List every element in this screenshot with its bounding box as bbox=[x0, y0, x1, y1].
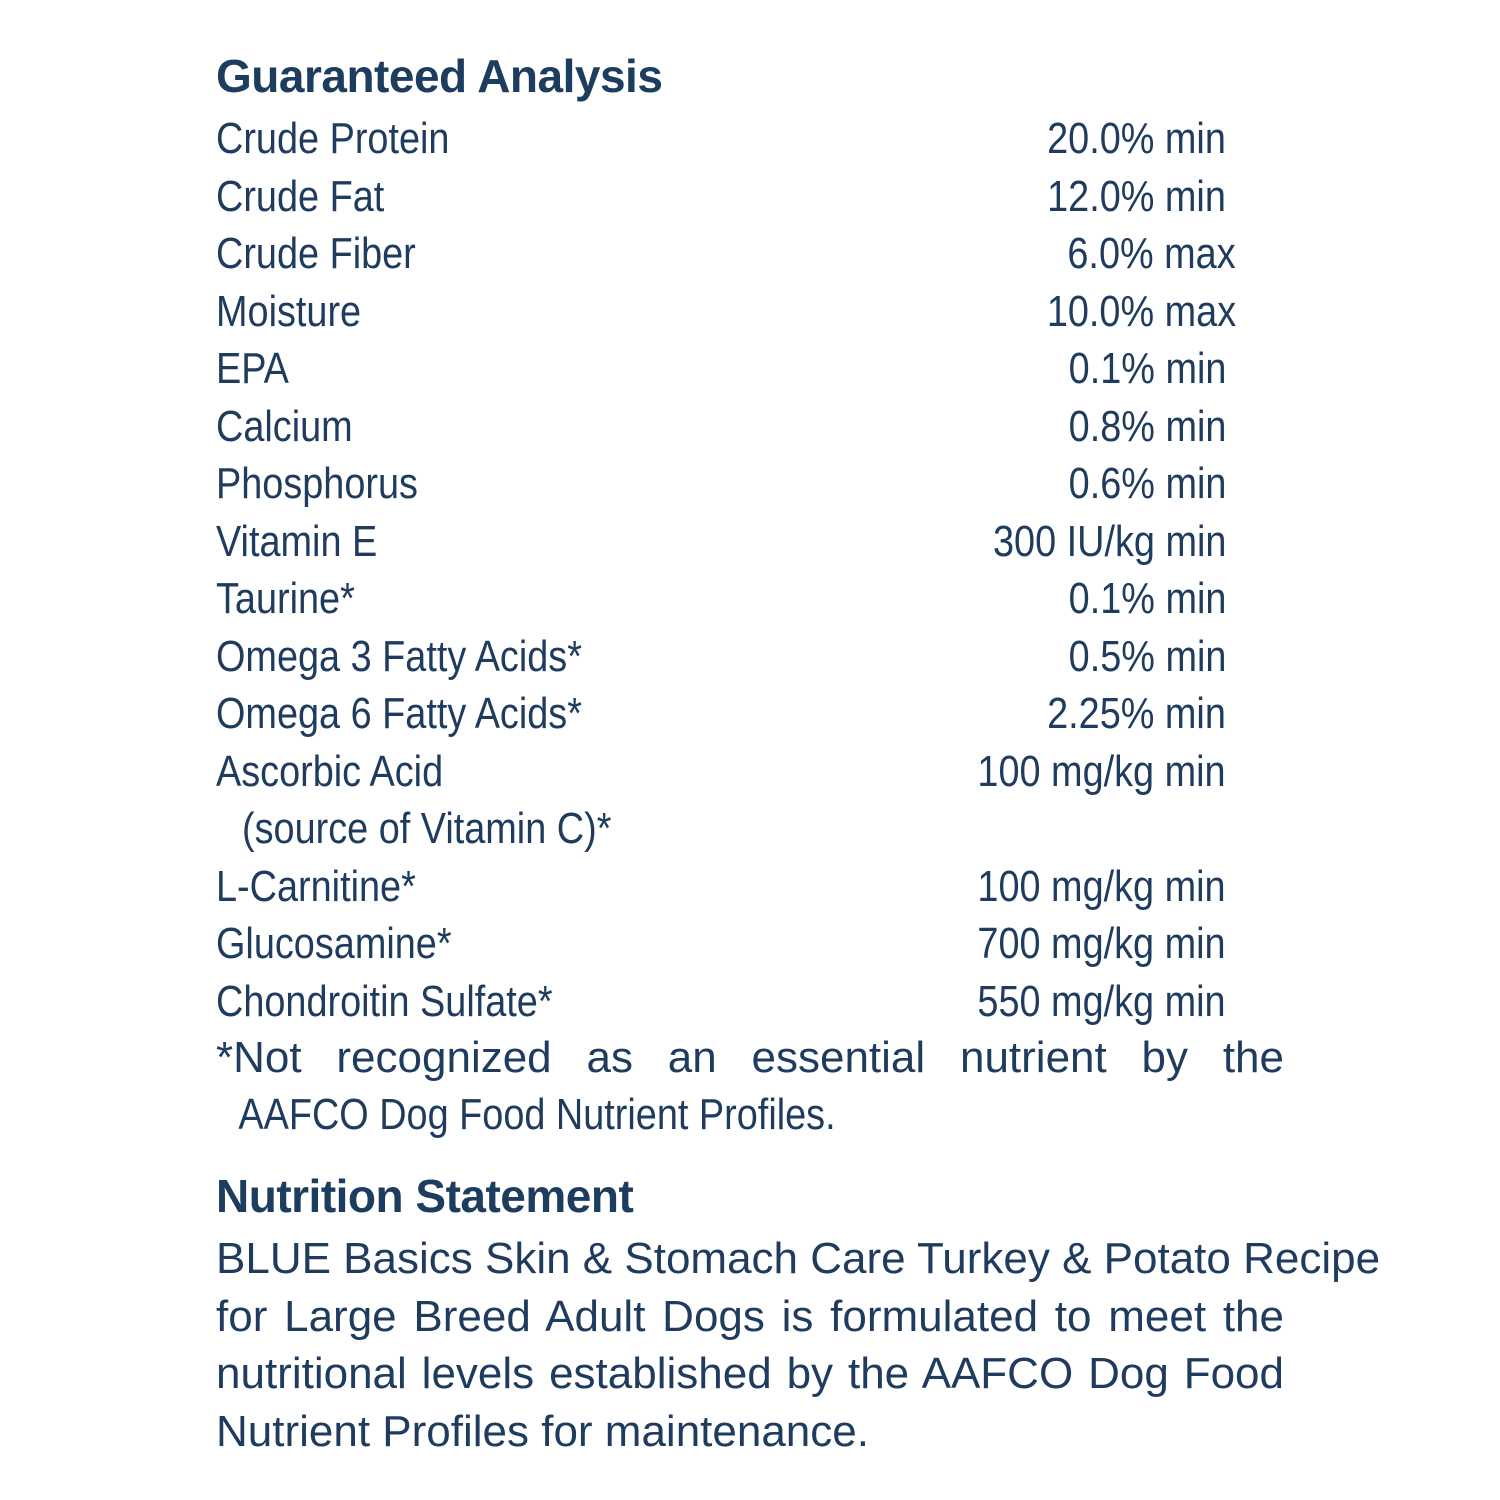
nutrient-name: Ascorbic Acid bbox=[216, 746, 444, 796]
analysis-row bbox=[216, 858, 1284, 916]
analysis-row bbox=[216, 110, 1284, 168]
analysis-row bbox=[216, 283, 1284, 341]
analysis-row bbox=[216, 570, 1284, 628]
footnote bbox=[216, 1029, 1284, 1143]
nutrient-name: Omega 3 Fatty Acids* bbox=[216, 631, 582, 681]
statement-line: BLUE Basics Skin & Stomach Care Turkey & Potato Recipe bbox=[216, 1234, 1381, 1283]
analysis-row bbox=[216, 225, 1284, 283]
nutrient-value: 12.0% min bbox=[1047, 171, 1226, 221]
statement-line: for Large Breed Adult Dogs is formulated to meet the bbox=[216, 1291, 1284, 1341]
analysis-table bbox=[216, 110, 1284, 1030]
nutrient-value: 300 IU/kg min bbox=[992, 516, 1226, 566]
nutrient-value: 100 mg/kg min bbox=[977, 861, 1226, 911]
nutrient-name: EPA bbox=[216, 344, 289, 393]
analysis-row bbox=[216, 915, 1284, 973]
nutrient-name-continuation: (source of Vitamin C)* bbox=[242, 804, 612, 853]
analysis-row bbox=[216, 340, 1284, 398]
analysis-row bbox=[216, 973, 1284, 1031]
analysis-row-continuation bbox=[216, 800, 1284, 858]
nutrient-name: Crude Fiber bbox=[216, 229, 416, 278]
nutrient-value: 20.0% min bbox=[1047, 114, 1226, 163]
nutrient-value: 0.5% min bbox=[1068, 631, 1226, 681]
nutrient-name: Vitamin E bbox=[216, 516, 378, 566]
nutrient-value: 0.6% min bbox=[1068, 459, 1226, 508]
nutrient-value: 0.8% min bbox=[1068, 401, 1226, 451]
analysis-row bbox=[216, 455, 1284, 513]
nutrient-name: Chondroitin Sulfate* bbox=[216, 976, 553, 1026]
nutrition-statement-title: Nutrition Statement bbox=[216, 1170, 634, 1222]
nutrient-name: Crude Protein bbox=[216, 114, 450, 163]
nutrient-name: Taurine* bbox=[216, 574, 355, 623]
analysis-row bbox=[216, 398, 1284, 456]
nutrient-value: 550 mg/kg min bbox=[977, 976, 1226, 1026]
nutrient-name: L-Carnitine* bbox=[216, 861, 416, 911]
nutrient-value: 2.25% min bbox=[1047, 689, 1226, 738]
nutrient-value: 100 mg/kg min bbox=[977, 746, 1226, 796]
nutrient-value: 6.0% max bbox=[1067, 229, 1236, 278]
nutrient-value: 0.1% min bbox=[1068, 344, 1226, 393]
statement-line: nutritional levels established by the AAFCO Dog Food bbox=[216, 1349, 1284, 1398]
analysis-row bbox=[216, 685, 1284, 743]
nutrient-name: Moisture bbox=[216, 286, 362, 336]
nutrition-statement-text bbox=[216, 1230, 1381, 1460]
nutrient-value: 700 mg/kg min bbox=[977, 919, 1226, 968]
nutrient-name: Phosphorus bbox=[216, 459, 418, 508]
footnote-line: AAFCO Dog Food Nutrient Profiles. bbox=[238, 1090, 836, 1139]
nutrient-name: Omega 6 Fatty Acids* bbox=[216, 689, 582, 738]
analysis-row bbox=[216, 743, 1284, 801]
analysis-row bbox=[216, 168, 1284, 226]
analysis-row bbox=[216, 513, 1284, 571]
footnote-line: *Not recognized as an essential nutrient by the bbox=[216, 1033, 1284, 1082]
nutrient-name: Crude Fat bbox=[216, 171, 385, 221]
analysis-row bbox=[216, 628, 1284, 686]
nutrient-name: Calcium bbox=[216, 401, 353, 451]
guaranteed-analysis-title: Guaranteed Analysis bbox=[216, 50, 663, 102]
nutrient-value: 0.1% min bbox=[1068, 574, 1226, 623]
nutrient-name: Glucosamine* bbox=[216, 919, 452, 968]
nutrient-value: 10.0% max bbox=[1046, 286, 1236, 336]
statement-line: Nutrient Profiles for maintenance. bbox=[216, 1406, 869, 1456]
